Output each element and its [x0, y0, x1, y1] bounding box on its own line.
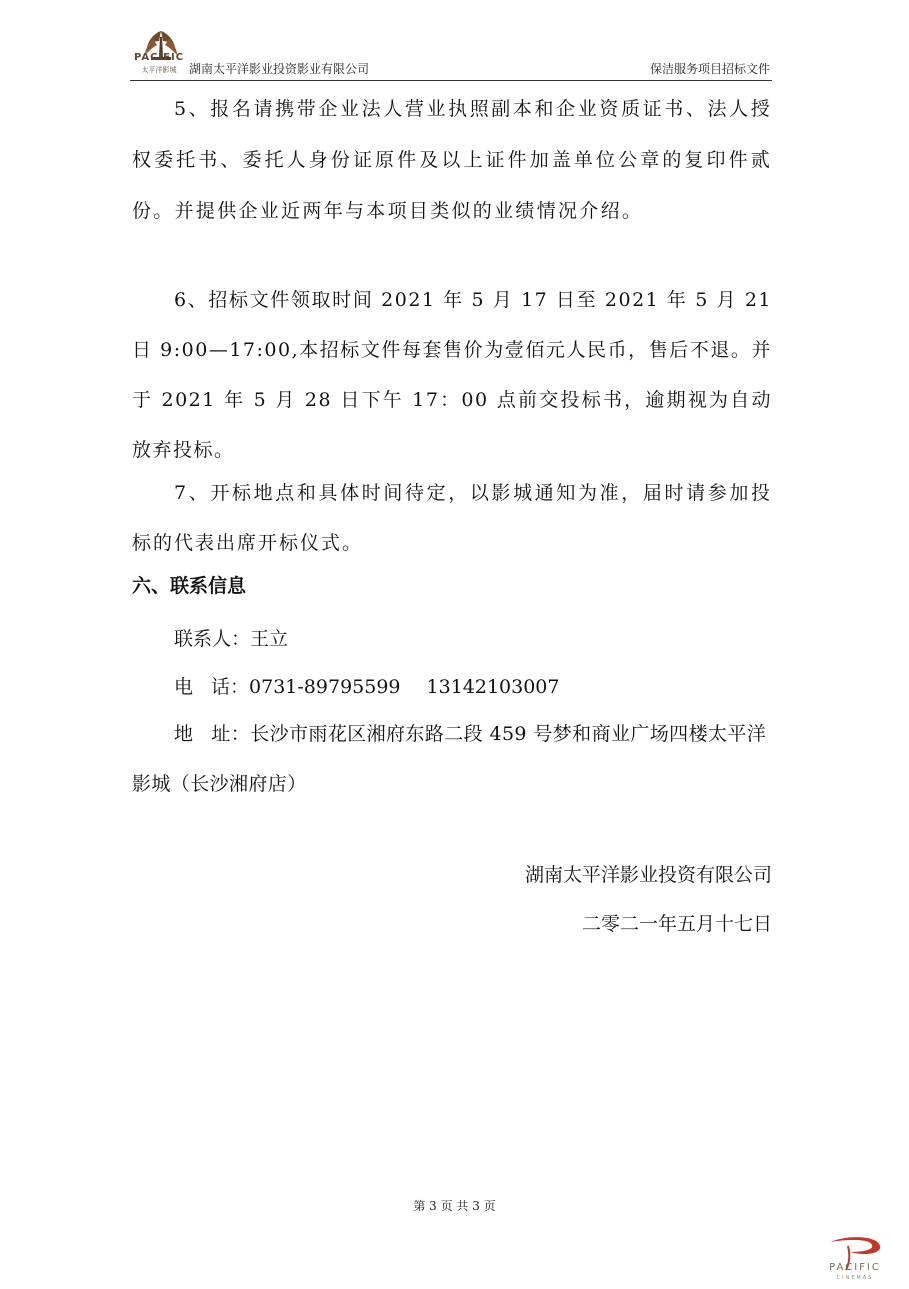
page-header — [130, 14, 772, 81]
phone-number-2: 13142103007 — [426, 676, 560, 698]
phone-label-char-2: 话： — [211, 676, 250, 698]
section-title-contact: 六、联系信息 — [132, 575, 247, 597]
paragraph-item-7: 7、开标地点和具体时间待定，以影城通知为准，届时请参加投标的代表出席开标仪式。 — [132, 482, 772, 554]
address-label-char-2: 址： — [211, 723, 251, 745]
corner-logo-subtext: CINEMAS — [836, 1275, 874, 1281]
address-label-char-1: 地 — [174, 723, 194, 745]
paragraph-item-6: 6、招标文件领取时间 2021 年 5 月 17 日至 2021 年 5 月 21 日 9:00—17:00,本招标文件每套售价为壹佰元人民币，售后不退。并于 2021 年 5 月 28 日下午 17：00 点前交投标书，逾期视为自动放弃投标。 — [132, 289, 772, 461]
header-doc-title: 保洁服务项目招标文件 — [649, 62, 770, 76]
paragraph-item-5: 5、报名请携带企业法人营业执照副本和企业资质证书、法人授权委托书、委托人身份证原件及以上证件加盖单位公章的复印件贰份。并提供企业近两年与本项目类似的业绩情况介绍。 — [132, 98, 772, 222]
contact-phone-line — [132, 662, 772, 712]
signature-company: 湖南太平洋影业投资有限公司 — [524, 864, 772, 886]
contact-person-label: 联系人： — [174, 628, 251, 650]
signature-date: 二零二一年五月十七日 — [581, 913, 772, 935]
contact-person-name: 王立 — [250, 628, 289, 650]
address-text: 长沙市雨花区湘府东路二段 459 号梦和商业广场四楼太平洋影城（长沙湘府店） — [132, 723, 767, 795]
pacific-cinemas-logo-icon — [820, 1222, 890, 1282]
contact-person-line — [132, 614, 772, 664]
logo-text: PACIFIC — [133, 52, 185, 63]
contact-address-line — [132, 709, 772, 809]
corner-logo-text: PACIFIC — [829, 1262, 881, 1273]
header-company: 湖南太平洋影业投资影业有限公司 — [189, 62, 370, 76]
phone-number-1: 0731-89795599 — [249, 676, 401, 698]
logo-subtext: 太平洋影城 — [141, 66, 177, 74]
page-number: 第 3 页 共 3 页 — [413, 1199, 496, 1213]
phone-label-char-1: 电 — [174, 676, 194, 698]
